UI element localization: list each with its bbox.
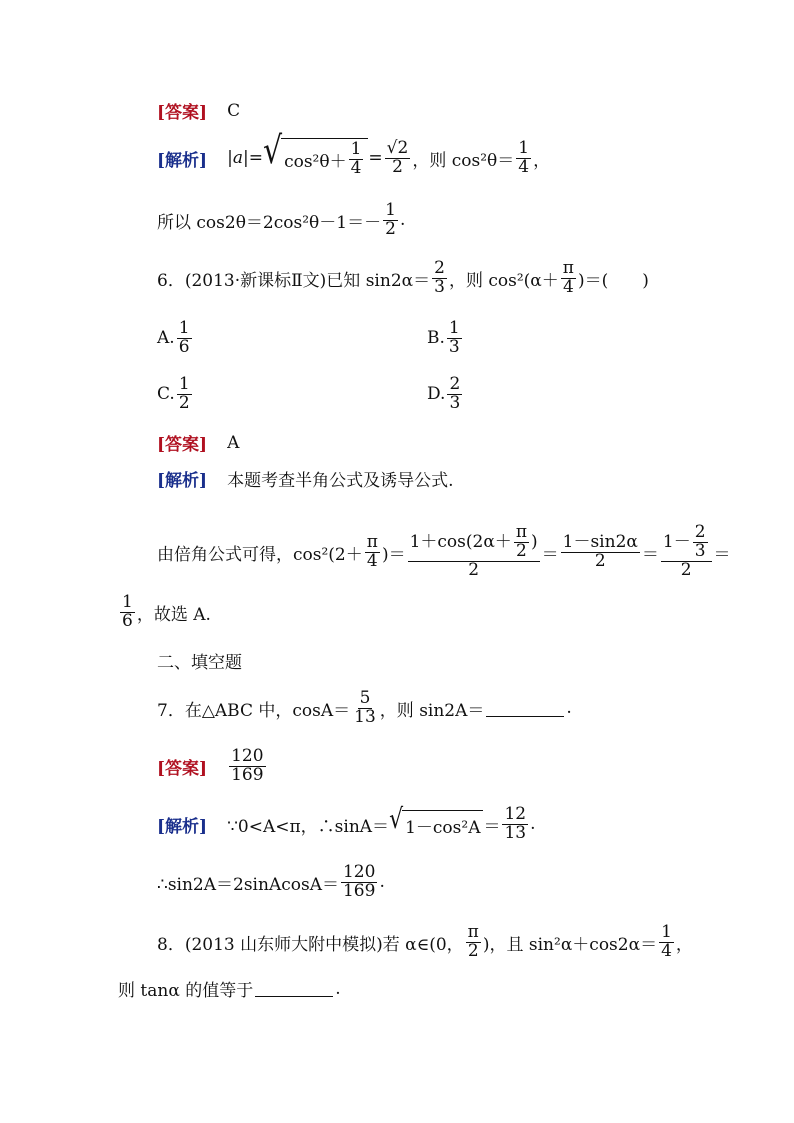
equals-sign: ＝ bbox=[483, 816, 501, 837]
equals-sign: ＝ bbox=[541, 544, 559, 565]
answer-blank[interactable] bbox=[255, 980, 333, 997]
q5-mod: |a| bbox=[227, 148, 249, 168]
text-span: . bbox=[379, 872, 385, 892]
text-span: ∵0<A<π，∴sinA＝ bbox=[227, 816, 390, 837]
option-letter: C. bbox=[157, 384, 175, 404]
q7-stem bbox=[157, 684, 572, 732]
radical-icon: √ bbox=[389, 804, 404, 836]
text-span: ， bbox=[675, 934, 693, 955]
q6-analysis-line bbox=[157, 466, 454, 491]
option-b[interactable] bbox=[427, 314, 464, 362]
q6-conclusion bbox=[118, 588, 211, 636]
section-title: 二、填空题 bbox=[157, 653, 242, 673]
fraction: $\frac{1}{2}$ bbox=[178, 373, 190, 413]
text-span: ，则 cos²(α＋ bbox=[448, 270, 559, 291]
q7-analysis-line bbox=[157, 800, 536, 848]
sqrt-expression bbox=[262, 129, 368, 178]
cos-term: cos²θ＋ bbox=[284, 152, 347, 172]
q5-line2 bbox=[157, 196, 405, 244]
text-span: . bbox=[566, 698, 572, 718]
fraction: $\frac{2}{3}$ bbox=[449, 373, 461, 413]
radical-icon: √ bbox=[262, 129, 283, 174]
q6-answer-line bbox=[157, 430, 239, 455]
option-c[interactable] bbox=[157, 370, 194, 418]
text-span: ，则 cos²θ＝ bbox=[412, 150, 515, 171]
fraction: $\frac{1}{6}$ bbox=[122, 591, 133, 631]
analysis-tag: [解析] bbox=[157, 150, 208, 171]
q8-stem bbox=[157, 918, 693, 966]
text-span: 所以 cos2θ＝2cos²θ－1＝－ bbox=[157, 212, 382, 233]
option-letter: A. bbox=[157, 328, 175, 348]
text-span: . bbox=[530, 814, 536, 834]
fraction: $\frac{1}{4}$ bbox=[350, 139, 362, 178]
text-span: . bbox=[335, 978, 341, 999]
fraction: $\frac{1-\sin 2\alpha}{2}$ bbox=[562, 531, 638, 571]
q7-analysis-line2 bbox=[157, 858, 385, 906]
big-fraction: 1＋cos(2α＋ $\frac{\pi}{2}$ ) 2 bbox=[409, 522, 538, 580]
answer-blank[interactable] bbox=[486, 700, 564, 717]
text-span: 则 tanα 的值等于 bbox=[118, 981, 254, 1001]
fraction: $\frac{2}{3}$ bbox=[434, 257, 445, 297]
q6-derivation bbox=[157, 504, 731, 600]
nested-fraction: 1－ $\frac{2}{3}$ 2 bbox=[661, 524, 712, 580]
text-span: 由倍角公式可得，cos²(2＋ bbox=[157, 544, 363, 565]
option-d[interactable] bbox=[427, 370, 464, 418]
option-a[interactable] bbox=[157, 314, 194, 362]
q5-analysis-line bbox=[157, 130, 550, 186]
q6-stem bbox=[157, 254, 649, 302]
fraction: $\frac{√2}{2}$ bbox=[386, 137, 409, 177]
analysis-tag: [解析] bbox=[157, 471, 208, 491]
text-span: 7．在△ABC 中，cosA＝ bbox=[157, 700, 351, 721]
section-heading bbox=[157, 648, 242, 673]
answer-tag: [答案] bbox=[157, 435, 208, 455]
fraction: $\frac{1}{2}$ bbox=[385, 199, 396, 239]
text-span: ，故选 A. bbox=[136, 604, 211, 625]
text-span: . bbox=[399, 210, 406, 230]
fraction: $\frac{1}{4}$ bbox=[518, 137, 530, 177]
fraction: $\frac{12}{13}$ bbox=[504, 803, 527, 843]
fraction: $\frac{\pi}{2}$ bbox=[467, 921, 479, 961]
sqrt-expression: √ 1－cos²A bbox=[389, 810, 483, 838]
q6-answer: A bbox=[227, 432, 240, 453]
fraction: $\frac{1}{3}$ bbox=[448, 317, 460, 357]
q5-answer-line bbox=[157, 98, 240, 123]
text-span: ， bbox=[533, 150, 551, 171]
text-span: )＝ bbox=[381, 544, 406, 565]
q7-answer-line bbox=[157, 742, 268, 790]
fraction: $\frac{5}{13}$ bbox=[354, 687, 376, 727]
text-span: )，且 sin²α＋cos2α＝ bbox=[482, 934, 658, 955]
equals-sign: ＝ bbox=[641, 544, 659, 565]
answer-tag: [答案] bbox=[157, 758, 208, 779]
equals-sign: = bbox=[248, 148, 263, 168]
text-span: ，则 sin2A＝ bbox=[379, 700, 485, 721]
equals-sign: = bbox=[368, 148, 383, 168]
fraction: $\frac{120}{169}$ bbox=[231, 745, 264, 785]
fraction: $\frac{120}{169}$ bbox=[342, 861, 376, 901]
answer-tag: [答案] bbox=[157, 103, 208, 123]
q8-line2 bbox=[118, 976, 341, 1001]
fraction: $\frac{1}{4}$ bbox=[661, 921, 672, 961]
text-span: ∴sin2A＝2sinAcosA＝ bbox=[157, 874, 339, 895]
analysis-text: 本题考查半角公式及诱导公式. bbox=[227, 471, 454, 491]
analysis-tag: [解析] bbox=[157, 816, 208, 837]
fraction: $\frac{\pi}{4}$ bbox=[562, 257, 574, 297]
fraction: $\frac{1}{6}$ bbox=[178, 317, 190, 357]
text-span: 8．(2013 山东师大附中模拟)若 α∈(0， bbox=[157, 934, 464, 955]
option-letter: D. bbox=[427, 384, 446, 404]
fraction: $\frac{\pi}{4}$ bbox=[366, 531, 378, 571]
text-span: 6．(2013·新课标Ⅱ文)已知 sin2α＝ bbox=[157, 270, 431, 291]
text-span: )＝( ) bbox=[577, 270, 649, 291]
option-letter: B. bbox=[427, 328, 445, 348]
q5-answer: C bbox=[227, 100, 241, 121]
equals-sign: ＝ bbox=[713, 544, 731, 565]
